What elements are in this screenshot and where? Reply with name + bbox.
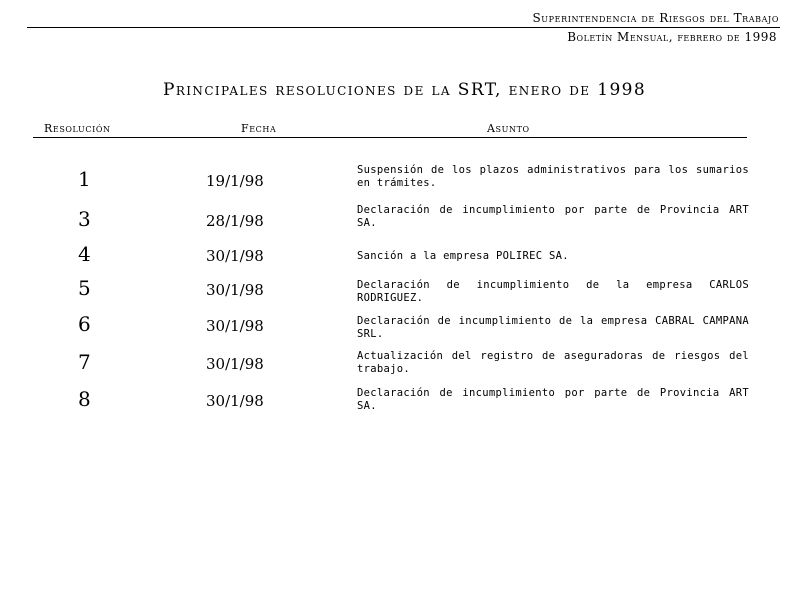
asunto-cell: Suspensión de los plazos administrativos para los sumarios en trámites. [357, 164, 749, 189]
header-rule [27, 27, 780, 28]
column-header-asunto: Asunto [487, 122, 530, 135]
asunto-cell: Actualización del registro de aseguradoras de riesgos del trabajo. [357, 350, 749, 375]
fecha-cell: 30/1/98 [206, 317, 264, 335]
column-header-fecha: Fecha [241, 122, 277, 135]
resolucion-number: 3 [78, 207, 91, 231]
fecha-cell: 30/1/98 [206, 281, 264, 299]
fecha-cell: 30/1/98 [206, 247, 264, 265]
resolucion-number: 8 [78, 387, 91, 411]
table-header-rule [33, 137, 747, 138]
fecha-cell: 19/1/98 [206, 172, 264, 190]
table-row [0, 276, 800, 306]
resolucion-number: 1 [78, 167, 91, 191]
resolucion-number: 6 [78, 312, 91, 336]
header-org: Superintendencia de Riesgos del Trabajo [532, 11, 779, 25]
column-header-resolucion: Resolución [44, 122, 111, 135]
asunto-cell: Declaración de incumplimiento de la empresa CABRAL CAMPANA SRL. [357, 315, 749, 340]
table-row [0, 164, 800, 197]
fecha-cell: 30/1/98 [206, 355, 264, 373]
asunto-cell: Declaración de incumplimiento de la empresa CARLOS RODRIGUEZ. [357, 279, 749, 304]
asunto-cell: Sanción a la empresa POLIREC SA. [357, 250, 569, 262]
asunto-cell: Declaración de incumplimiento por parte de Provincia ART SA. [357, 204, 749, 229]
resolucion-number: 7 [78, 350, 91, 374]
table-row [0, 387, 800, 417]
table-row [0, 312, 800, 342]
fecha-cell: 30/1/98 [206, 392, 264, 410]
asunto-cell: Declaración de incumplimiento por parte de Provincia ART SA. [357, 387, 749, 412]
header-bulletin: Boletín Mensual, febrero de 1998 [567, 30, 777, 44]
table-row [0, 242, 800, 272]
table-row [0, 350, 800, 380]
resolucion-number: 5 [78, 276, 91, 300]
table-row [0, 204, 800, 237]
page-title: Principales resoluciones de la SRT, enero de 1998 [163, 80, 647, 100]
resolucion-number: 4 [78, 242, 91, 266]
fecha-cell: 28/1/98 [206, 212, 264, 230]
